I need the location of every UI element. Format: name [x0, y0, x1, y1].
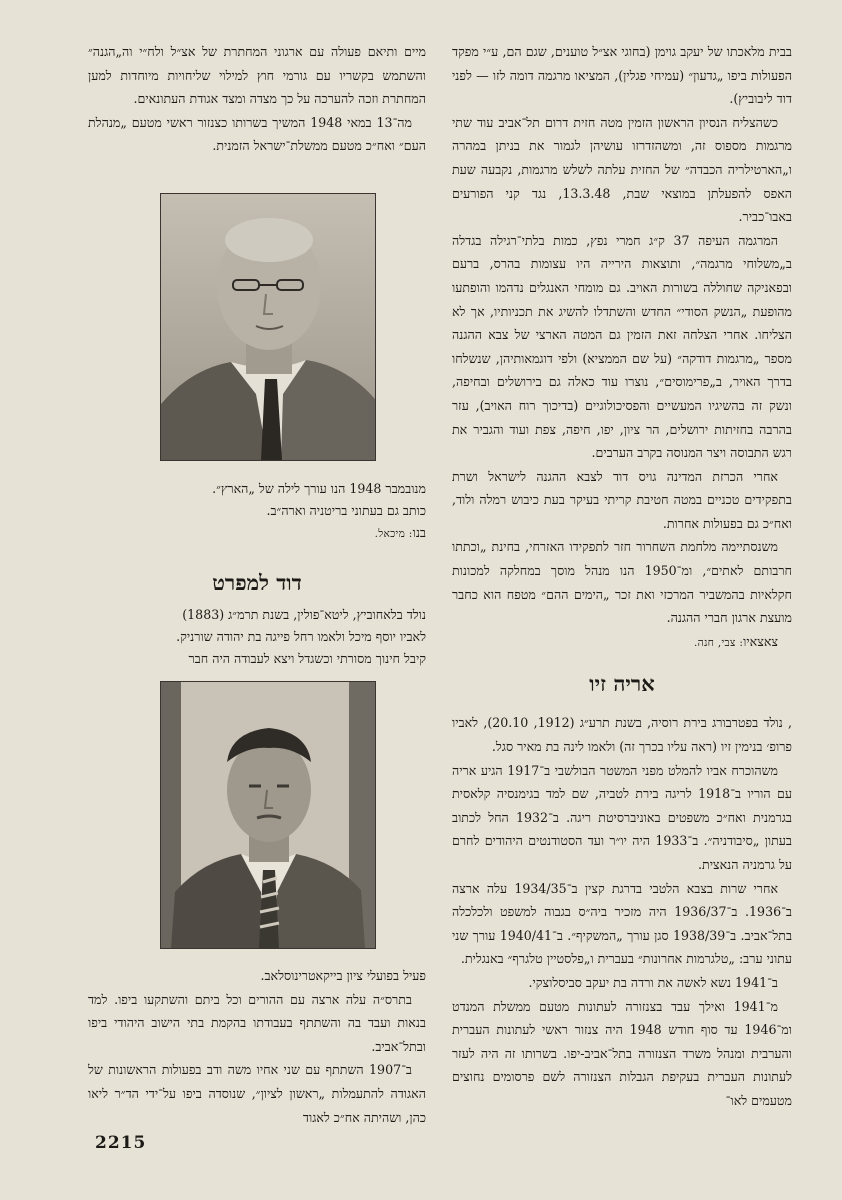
paragraph: בתרס״ה עלה ארצה עם ההורים וכל ביתם והשתקעו ביפו. למד בנאות ועבד בה והשתתף בעבודתו בהקמת בתי הישוב היהודי ביפו ובתל־אביב.: [88, 991, 426, 1054]
son-label: בנו: [412, 525, 426, 540]
paragraph: כשהצליח הנסיון הראשון הזמין מטה חזית דרום תל־אביב עוד שתי מרגמות מספוס זה, ומשהזדרזו עושיהן לגמור את בניתן במהרה ו„הארטילריה הכבדה״ של החזית עלתה לשלש מרגמות, נקבעה שעת האפס להפעלתן במוצאי שבת, 13.3.48, נגד קני הפורעים באבו־כביר.: [452, 114, 793, 225]
section-heading-david-lampert: דוד למפרט: [212, 570, 302, 595]
paragraph: בבית מלאכתו של יעקב גוימן (בחוגי אצ״ל טוענים, שגם הם, ע״י מפקד הפעולות ביפו „גדעון״ (עמיחי פגלין), המציאו מרגמה דומה לזו — לפני דוד ליבוביץ).: [452, 44, 792, 107]
paragraph: מיים ותיאם פעולה עם ארגוני המחתרת של אצ״ל ולח״י וה„הגנה״ והשתמש בקשריו עם גורמי חוץ למילוי שליחויות מיוחדות למען המחתרת וזכה להערכה על כך מצדה ומצד אגודת העתונאים.: [88, 44, 426, 107]
page-number: 2215: [95, 1133, 147, 1153]
paragraph: ב־1941 נשא לאשה את ורדה בת יעקב סביסלוצקי.: [528, 974, 778, 990]
bio-intro: [88, 604, 426, 670]
paragraph: אחרי שרות בצבא הלטבי בדרגת קצין ב־1934/35 עלה ארצה ב־1936. ב־1936/37 היה מזכיר ביה״ס בגבוה למשפט ולכלכלה בתל־אביב. ב־1938/39 סגן עורך „המשקיף״. ב־1940/41 עורך שני עתוני ערב: „טלגרמות אחרונות״ בעברית ו„פלסטיין טלגרף״ באנגלית.: [452, 880, 793, 967]
bio-line: נולד בלאחוביץ, ליטא־פולין, בשנת תרמ״ג (1883): [182, 607, 426, 622]
descendants-label: צאצאיו: [743, 633, 778, 649]
bio-line: קיבל חינוך מסורתי וכשגדל ויצא לעבודה היה חבר: [188, 651, 426, 666]
left-column: [88, 40, 426, 158]
caption-line: כותב גם בעתוני בריטניה וארה״ב.: [266, 503, 426, 518]
paragraph: ב־1907 השתתף עם שני אחיו משה ודב בפעולות הראשונות של האגודה להתעמלות „ראשון לציון״, שנוסדה ביפו על־ידי הד״ר ליאו כהן, ושהיתה אח״כ לאגוד: [88, 1062, 426, 1125]
section-heading-arie-ziv: אריה זיו: [589, 671, 655, 697]
right-column: [452, 40, 792, 1113]
descendants-names: : צבי, חנה.: [693, 636, 744, 649]
left-column-bottom: [88, 964, 426, 1129]
son-name: : מיכאל.: [374, 528, 413, 540]
paragraph: פעיל בפועלי ציון בייקאטרינוסלאב.: [260, 968, 426, 983]
paragraph: מה־13 במאי 1948 המשיך בשרותו כצנזור ראשי מטעם „מנהלת העם״ ואח״כ מטעם ממשלת־ישראל הזמנית.: [88, 114, 426, 154]
paragraph: , נולד בפטרבורג בירת רוסיה, בשנת תרע״ג (1912, 20.10), לאביו פרופ׳ בנימין זיו (ראה עליו בכרך זה) ולאמו לינה בת מאיר סגל.: [452, 715, 792, 755]
portrait-photo-david-lampert: [160, 681, 376, 949]
caption-line: מנובמבר 1948 הנו עורך לילה של „הארץ״.: [212, 481, 426, 496]
descendants-line: [452, 630, 792, 656]
paragraph: אחרי הכרזת המדינה גויס דוד לצבא ההגנה לישראל ושרת בתפקידים טכניים במטה חטיבת קריתי בעיקר בעת כיבוש רמלה ולוד, ואח״כ גם בפעולות אחרות.: [452, 468, 792, 531]
paragraph: מ־1941 ואילך עבד בצנזורה לעתונות מטעם ממשלת המנדט ומ־1946 עד סוף חודש 1948 היה צנזור ראשי לעתונות העברית והערבית ומנהל משרד הצנזורה בתל־אביב-יפו. בשרותו זה היה לעזר לעתונות העברית בעקיפת הגבלות הצנזורה לשם פרסומים נחוצים מטעמים לאו־: [452, 998, 792, 1108]
paragraph: משהוכרח אביו להמלט מפני המשטר הבולשבי ב־1917 הגיע אריה עם הוריו ב־1918 לריגה בירת לטביה, שם למד בגימנסיה קלאסית בגרמנית ואח״כ משפטים באוניברסיטת ריגה. ב־1932 החל לכתוב בעתון „סיבודניה״. ב־1933 היה יו״ר ועד הסטודנטים היהודים לחרם על גרמניה הנאצית.: [452, 762, 793, 872]
son-line: [88, 522, 426, 545]
portrait-photo-arie-ziv: [160, 193, 376, 461]
paragraph: המרגמה העיפה 37 ק״ג חמרי נפץ, כמות בלתי־רגילה בגדלה ב„משלוחי מרגמה״, ותוצאות הירייה היו עצומות בהרס, ברעם ובפאניקה שחוללה בשורות האויב. גם מומחי האנגלים נדהמו והופתעו מהופעת „הנשק הסודי״ החדש והשתדלו להשיג את תכניותיו, אך לא הצליחו. אחרי הצלחה זאת הזמין גם המטה הארצי של צבא ההגנה מספר „מרגמות דודקה״ (על שם הממציא) ולפי דוגמאותיהן, שנשלחו בדרך האויר, ב„פרימוסים״, נוצרו עוד כאלה גם בירושלים ובחיפה, ונשק זה בהשיגיו המעשיים והפסיכולוגיים (בדיכוך רוח האויב), עזר בהרבה בחזיתות ירושלים, הר ציון, יפו, חיפה, צפת ועוד והגביר את רגש התבוסה ויצר המנוסה בקרב הערבים.: [452, 232, 792, 461]
bio-line: לאביו יוסף מיכל ולאמו רחל פייגה בת יהודה שורניק.: [176, 629, 426, 644]
portrait-illustration: [161, 194, 375, 460]
paragraph: משנסתיימה מלחמת השחרור חזר לתפקידו האזרחי, בחינת „וכתתו חרבותם לאתים״, ומ־1950 הנו מנהל מוסך במחלקה למכונות חקלאיות בהמשביר המרכזי ואת זכר „הימים ההם״ מטפח הוא כחבר מועצת ארגון חברי ההגנה.: [452, 539, 793, 626]
photo-caption: [88, 478, 426, 545]
portrait-illustration: [161, 682, 375, 948]
